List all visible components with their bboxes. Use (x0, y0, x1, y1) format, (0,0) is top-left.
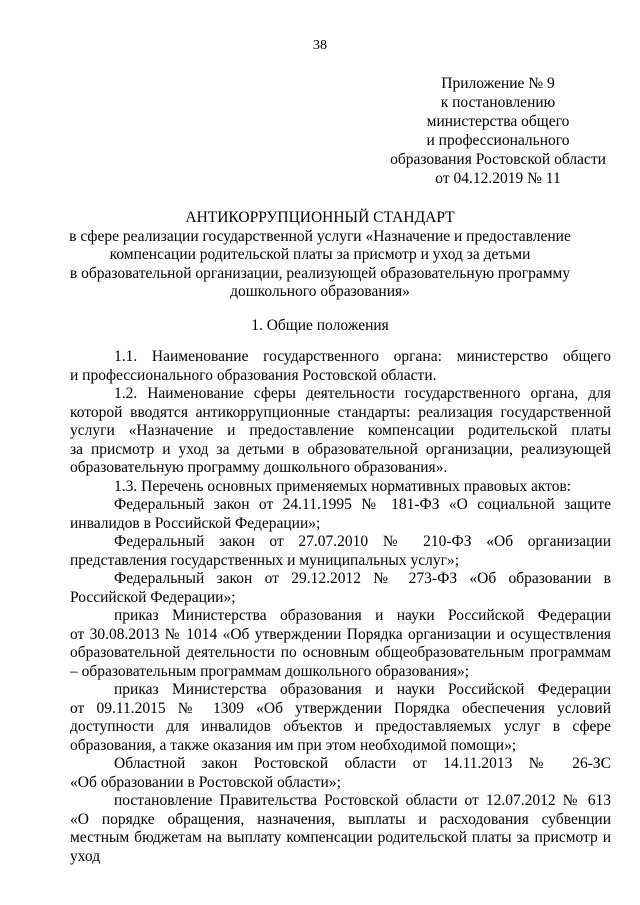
text-line: постановление Правительства Ростовской области от 12.07.2012 № 613 (114, 792, 611, 809)
text-line: которой вводятся антикоррупционные стандарты: реализация государственной (70, 403, 611, 421)
title-line: в сфере реализации государственной услуги «Назначение и предоставление (69, 227, 571, 245)
text-line: инвалидов в Российской Федерации»; (70, 514, 321, 532)
appendix-line: от 04.12.2019 № 11 (435, 170, 561, 187)
body-text (70, 348, 611, 866)
page-number: 38 (313, 38, 327, 53)
text-line: от 30.08.2013 № 1014 «Об утверждении Порядка организации и осуществления (70, 625, 611, 643)
text-line: доступности для инвалидов объектов и предоставляемых услуг в сфере (70, 718, 611, 735)
appendix-line: к постановлению (440, 94, 556, 111)
text-line: образования, а также оказания им при этом необходимой помощи»; (70, 736, 517, 754)
title-line: компенсации родительской платы за присмотр и уход за детьми (109, 246, 531, 263)
text-line: услуги «Назначение и предоставление компенсации родительской платы (70, 422, 611, 439)
text-line: Федеральный закон от 29.12.2012 № 273-ФЗ «Об образовании в (114, 570, 611, 587)
appendix-line: и профессионального (426, 132, 570, 149)
text-line: приказ Министерства образования и науки Российской Федерации (114, 607, 611, 624)
document-title (0, 209, 640, 302)
title-line: дошкольного образования» (230, 283, 410, 300)
text-line: «О порядке обращения, назначения, выплаты и расходования субвенции (70, 810, 611, 828)
text-line: – образовательным программам дошкольного образования»; (70, 662, 470, 680)
appendix-line: Приложение № 9 (441, 75, 555, 92)
text-line: Федеральный закон от 27.07.2010 № 210-ФЗ «Об организации (114, 533, 611, 550)
text-line: уход (70, 847, 101, 865)
section-heading: 1. Общие положения (251, 317, 389, 334)
text-line: приказ Министерства образования и науки Российской Федерации (114, 681, 611, 698)
appendix-block (388, 74, 608, 188)
text-line: за присмотр и уход за детьми в образовательной организации, реализующей (70, 440, 611, 458)
text-line: местным бюджетам на выплату компенсации родительской платы за присмотр и (70, 829, 611, 846)
title-line: в образовательной организации, реализующей образовательную программу (69, 264, 571, 282)
text-line: 1.3. Перечень основных применяемых нормативных правовых актов: (114, 477, 572, 495)
text-line: от 09.11.2015 № 1309 «Об утверждении Порядка обеспечения условий (70, 699, 611, 717)
text-line: Федеральный закон от 24.11.1995 № 181-ФЗ «О социальной защите (114, 496, 611, 513)
text-line: Областной закон Ростовской области от 14.11.2013 № 26-ЗС (114, 755, 611, 772)
text-line: образовательной деятельности по основным общеобразовательным программам (70, 644, 611, 661)
text-line: представления государственных и муниципальных услуг»; (70, 551, 459, 569)
text-line: 1.1. Наименование государственного органа: министерство общего (114, 348, 611, 365)
appendix-line: образования Ростовской области (390, 151, 606, 168)
title-main: АНТИКОРРУПЦИОННЫЙ СТАНДАРТ (185, 209, 455, 226)
appendix-line: министерства общего (426, 113, 570, 130)
text-line: образовательную программу дошкольного образования». (70, 459, 448, 476)
text-line: Российской Федерации»; (70, 588, 236, 606)
text-line: «Об образовании в Ростовской области»; (70, 773, 341, 791)
text-line: 1.2. Наименование сферы деятельности государственного органа, для (114, 385, 611, 402)
text-line: и профессионального образования Ростовской области. (70, 366, 437, 384)
